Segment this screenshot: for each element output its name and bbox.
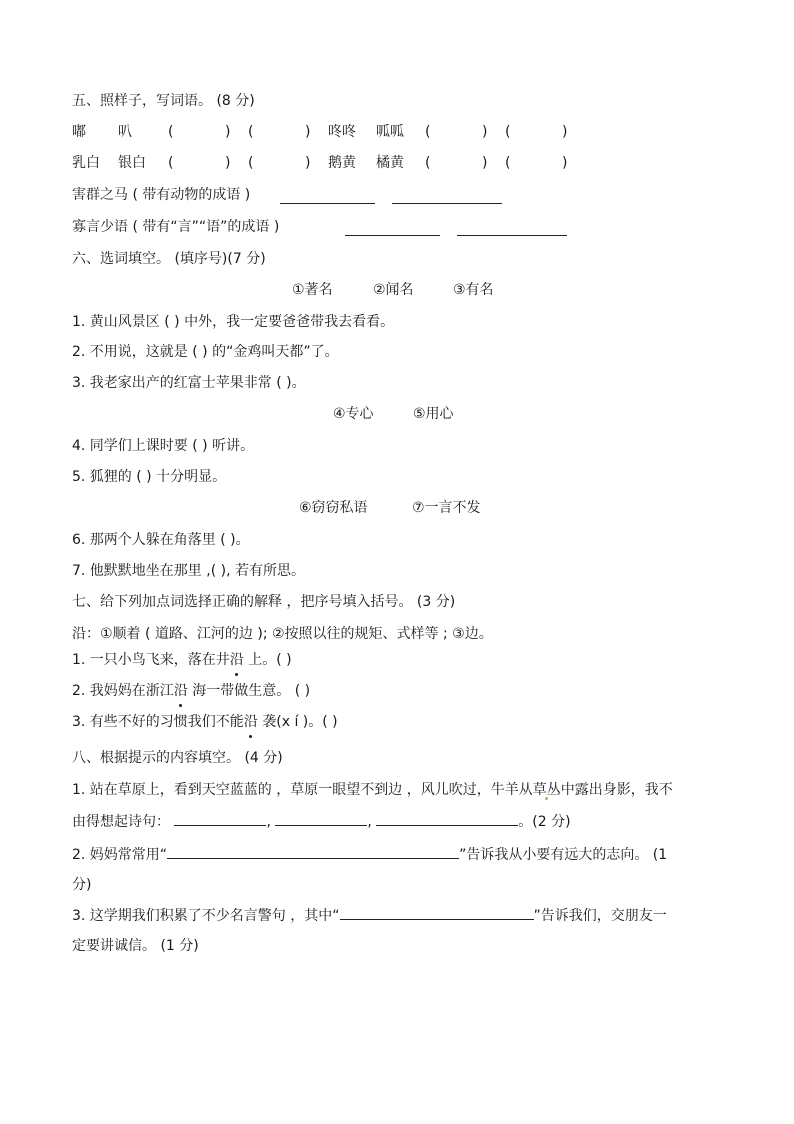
- option: ⑦一言不发: [412, 500, 481, 516]
- question-text: 丛中露出身影，我不: [546, 782, 673, 798]
- s5-row-3: [72, 185, 250, 205]
- paren-close: ): [225, 124, 231, 140]
- separator: ,: [266, 814, 271, 830]
- word: 呱呱: [376, 124, 404, 140]
- question-text: 1. 一只小鸟飞来，落在井: [72, 652, 230, 668]
- question: 3. 我老家出产的红富士苹果非常 ( )。: [72, 375, 306, 391]
- question: 5. 狐狸的 ( ) 十分明显。: [72, 469, 227, 485]
- question: 6. 那两个人躲在角落里 ( )。: [72, 532, 250, 548]
- question: [72, 681, 310, 701]
- question-text: 3. 有些不好的习惯我们不能: [72, 714, 244, 730]
- question-text: ”告诉我从小要有远大的志向。 (1: [459, 847, 668, 863]
- question-text: 由得想起诗句：: [72, 814, 170, 830]
- option: ⑤用心: [413, 406, 454, 422]
- section-6-title: 六、选词填空。 (填序号)(7 分): [72, 251, 266, 267]
- paren-open: (: [168, 155, 174, 171]
- answer-blank[interactable]: [345, 221, 440, 236]
- dotted-word: 沿: [173, 683, 188, 699]
- paren-open: (: [505, 124, 511, 140]
- question-continued: 分): [72, 877, 92, 893]
- separator: ,: [367, 814, 372, 830]
- word: 咚咚: [328, 124, 356, 140]
- paren-open: (: [505, 155, 511, 171]
- paren-close: ): [562, 124, 568, 140]
- question: [72, 780, 673, 800]
- question-text: 2. 妈妈常常用“: [72, 847, 168, 863]
- answer-blank[interactable]: [280, 189, 375, 204]
- paren-close: ): [225, 155, 231, 171]
- question: 2. 不用说，这就是 ( ) 的“金鸡叫天都”了。: [72, 344, 339, 360]
- paren-close: ): [305, 124, 311, 140]
- word: 乳白: [72, 155, 100, 171]
- question: [72, 712, 338, 732]
- question-text: 1. 站在草原上，看到天空蓝蓝的 ，草原一眼望不到边 ，风儿吹过，牛羊从草: [72, 782, 547, 798]
- word: 嘟: [72, 124, 86, 140]
- s5-row-4: [72, 217, 279, 237]
- answer-blank[interactable]: [174, 811, 266, 826]
- option: ④专心: [333, 406, 374, 422]
- dotted-word: 沿: [243, 714, 258, 730]
- question: 1. 黄山风景区 ( ) 中外，我一定要爸爸带我去看看。: [72, 314, 395, 330]
- paren-open: (: [248, 155, 254, 171]
- paren-close: ): [305, 155, 311, 171]
- section-5-title: 五、照样子，写词语。 (8 分): [72, 93, 255, 109]
- question-text: 袭(x í )。( ): [257, 714, 338, 730]
- option: ⑥窃窃私语: [299, 500, 368, 516]
- section-8-title: 八、根据提示的内容填空。 (4 分): [72, 750, 283, 766]
- question-text: 海一带做生意。 ( ): [187, 683, 311, 699]
- dotted-word: 沿: [229, 652, 244, 668]
- word: 叭: [118, 124, 132, 140]
- option: ①著名: [292, 282, 333, 298]
- question: [72, 650, 292, 670]
- definition: 沿：①顺着 ( 道路、江河的边 ); ②按照以往的规矩、式样等 ; ③边。: [72, 626, 493, 642]
- word: 鹅黄: [328, 155, 356, 171]
- word: 橘黄: [376, 155, 404, 171]
- section-7-title: 七、给下列加点词选择正确的解释 ，把序号填入括号。 (3 分): [72, 594, 456, 610]
- answer-blank[interactable]: [275, 811, 367, 826]
- paren-open: (: [248, 124, 254, 140]
- question-text: ”告诉我们，交朋友一: [533, 908, 667, 924]
- paren-open: (: [425, 124, 431, 140]
- question-continued: [72, 811, 571, 832]
- paren-close: ): [562, 155, 568, 171]
- answer-blank[interactable]: [376, 811, 518, 826]
- row-label: 寡言少语 ( 带有“言”“语”的成语 ): [72, 219, 280, 235]
- answer-blank[interactable]: [167, 844, 459, 859]
- option: ②闻名: [373, 282, 414, 298]
- paren-close: ): [482, 124, 488, 140]
- row-label: 害群之马 ( 带有动物的成语 ): [72, 187, 251, 203]
- question: 4. 同学们上课时要 ( ) 听讲。: [72, 438, 255, 454]
- paren-open: (: [425, 155, 431, 171]
- word: 银白: [118, 155, 146, 171]
- paren-open: (: [168, 124, 174, 140]
- answer-blank[interactable]: [392, 189, 502, 204]
- question-text: 3. 这学期我们积累了不少名言警句 ，其中“: [72, 908, 340, 924]
- paren-close: ): [482, 155, 488, 171]
- question-text: 2. 我妈妈在浙江: [72, 683, 174, 699]
- answer-blank[interactable]: [457, 221, 567, 236]
- question: 7. 他默默地坐在那里 ,( ), 若有所思。: [72, 563, 305, 579]
- option: ③有名: [453, 282, 494, 298]
- question-text: 上。( ): [243, 652, 292, 668]
- question-continued: 定要讲诚信。 (1 分): [72, 938, 199, 954]
- question: [72, 905, 667, 926]
- answer-blank[interactable]: [340, 905, 534, 920]
- question: [72, 844, 667, 865]
- question-text: 。(2 分): [518, 814, 571, 830]
